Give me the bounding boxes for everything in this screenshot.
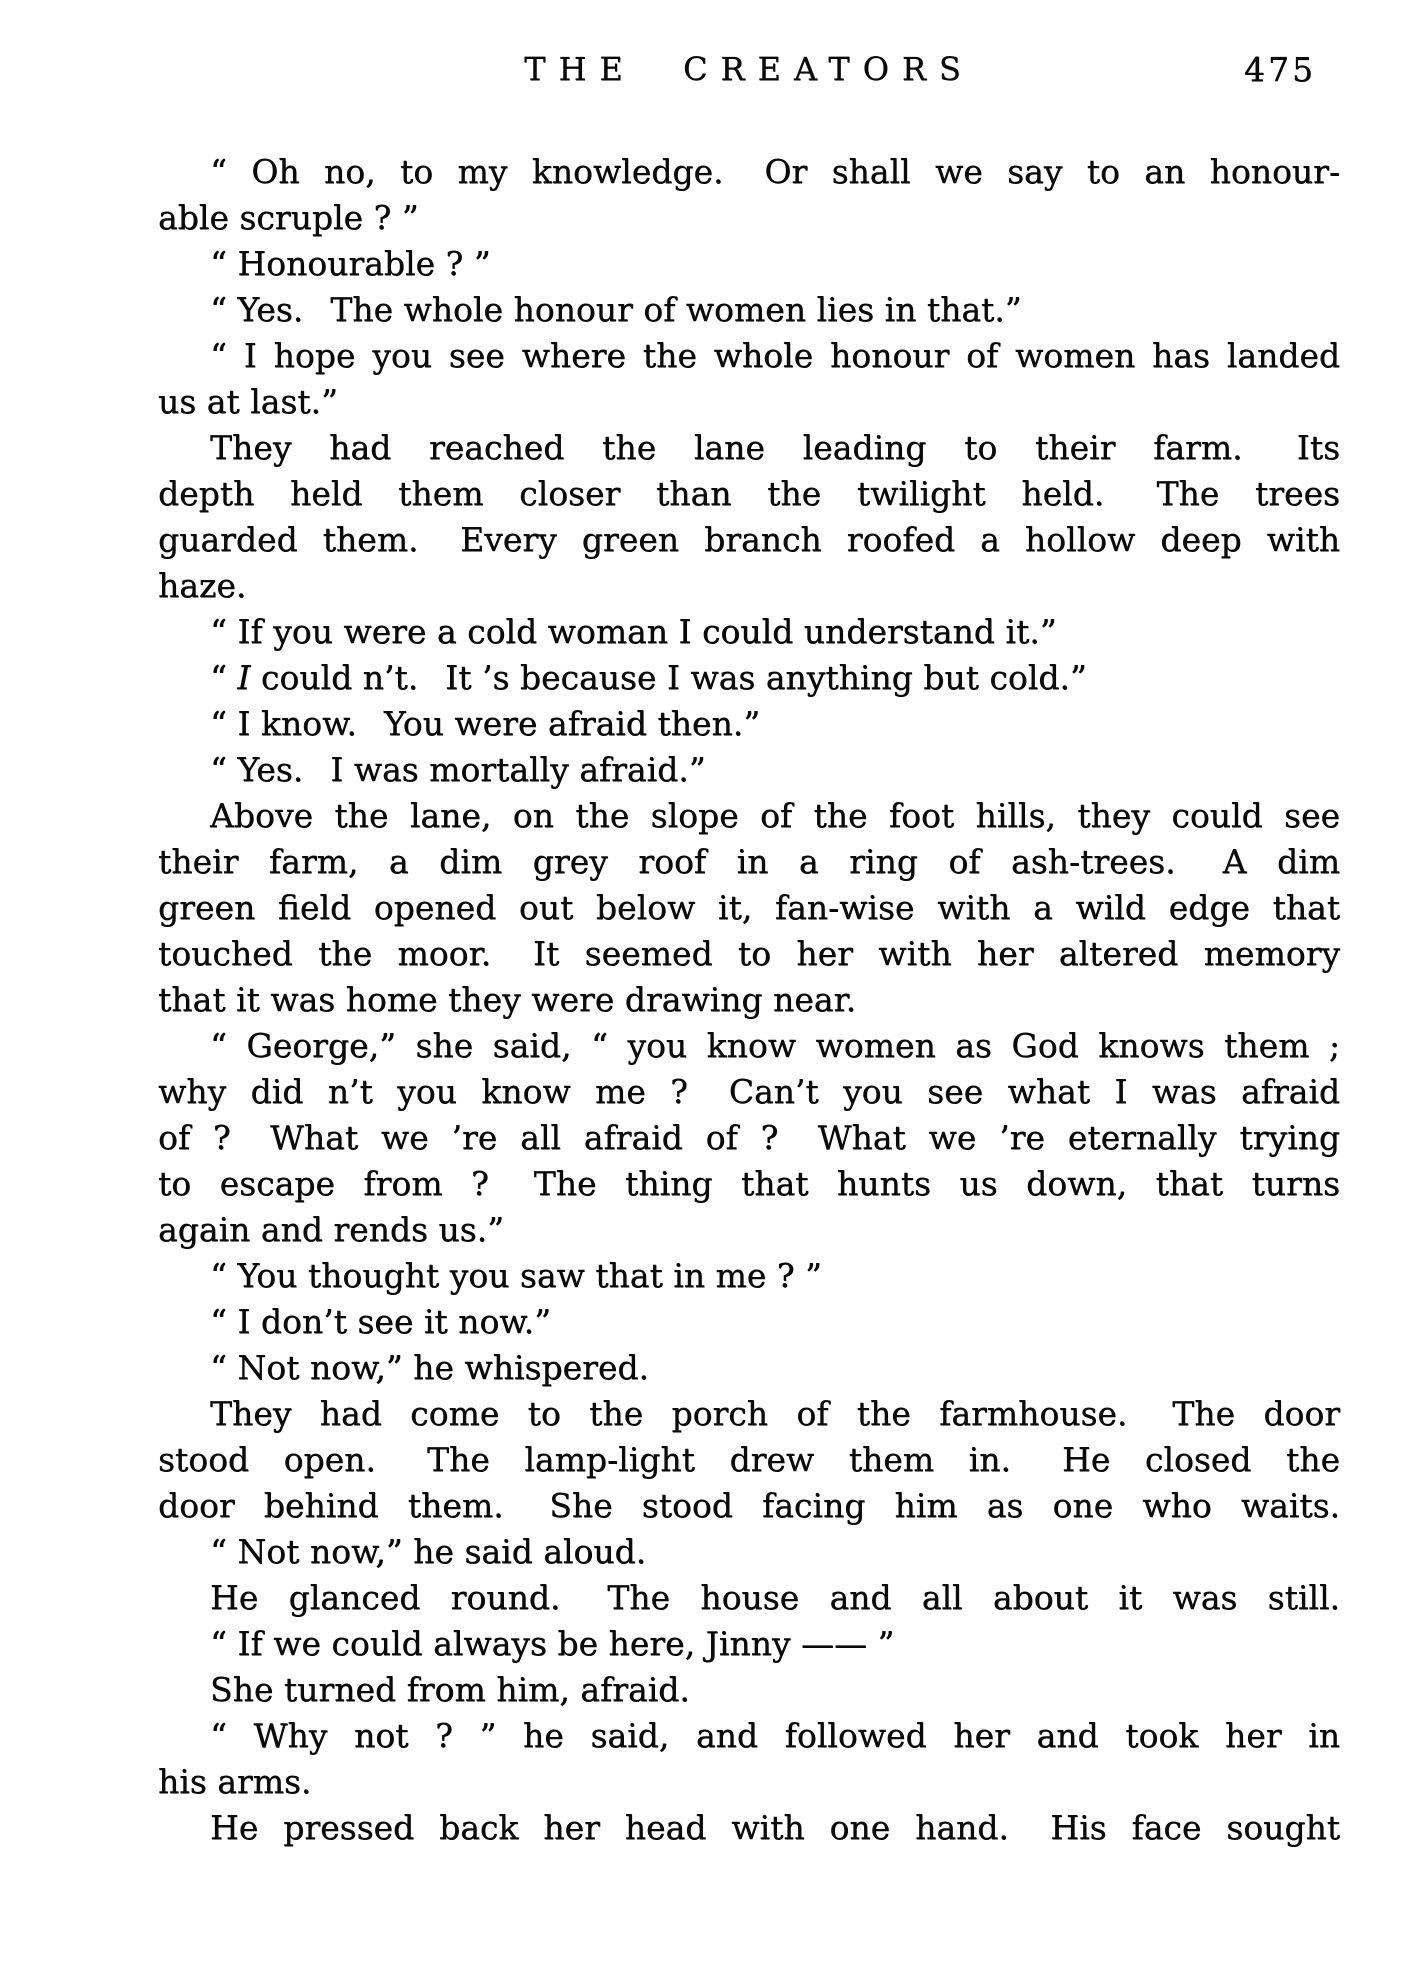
text-line xyxy=(158,1299,1340,1345)
text-segment: able scruple ? ” xyxy=(158,198,419,237)
text-segment: She turned from him, afraid. xyxy=(210,1670,690,1709)
text-segment: “ Not now,” he said aloud. xyxy=(210,1532,647,1571)
text-segment: why did n’t you know me ? Can’t you see what I was afraid xyxy=(158,1072,1340,1111)
text-line xyxy=(158,1713,1340,1759)
text-line xyxy=(158,609,1340,655)
text-segment: green field opened out below it, fan-wise with a wild edge that xyxy=(158,888,1340,927)
text-line xyxy=(158,379,1340,425)
text-segment: “ Yes. I was mortally afraid.” xyxy=(210,750,706,789)
text-segment: Above the lane, on the slope of the foot hills, they could see xyxy=(210,796,1340,835)
text-line xyxy=(158,1391,1340,1437)
text-segment: “ I don’t see it now.” xyxy=(210,1302,551,1341)
text-segment: “ George,” she said, “ you know women as God knows them ; xyxy=(210,1026,1340,1065)
text-line xyxy=(158,931,1340,977)
text-line xyxy=(158,1483,1340,1529)
text-segment: haze. xyxy=(158,566,247,605)
text-segment: “ I hope you see where the whole honour of women has landed xyxy=(210,336,1340,375)
text-segment-italic: I xyxy=(237,658,251,697)
text-segment: his arms. xyxy=(158,1762,312,1801)
text-line xyxy=(158,747,1340,793)
text-line xyxy=(158,241,1340,287)
text-segment: “ xyxy=(210,658,238,697)
text-segment: He pressed back her head with one hand. His face sought xyxy=(210,1808,1340,1847)
text-segment: “ If we could always be here, Jinny —— ” xyxy=(210,1624,895,1663)
text-line xyxy=(158,977,1340,1023)
text-line xyxy=(158,1437,1340,1483)
text-line xyxy=(158,1759,1340,1805)
text-segment: us at last.” xyxy=(158,382,338,421)
text-segment: “ Oh no, to my knowledge. Or shall we say to an honour- xyxy=(210,152,1340,191)
text-line xyxy=(158,1621,1340,1667)
running-title: THE CREATORS xyxy=(524,50,974,88)
text-line xyxy=(158,655,1340,701)
text-line xyxy=(158,1667,1340,1713)
text-segment: They had come to the porch of the farmhouse. The door xyxy=(210,1394,1340,1433)
text-segment: touched the moor. It seemed to her with her altered memory xyxy=(158,934,1340,973)
text-lines xyxy=(158,149,1340,1851)
text-line xyxy=(158,701,1340,747)
text-segment: door behind them. She stood facing him as one who waits. xyxy=(158,1486,1340,1525)
text-segment: “ Yes. The whole honour of women lies in that.” xyxy=(210,290,1022,329)
text-line xyxy=(158,1069,1340,1115)
page-header xyxy=(158,50,1340,98)
text-line xyxy=(158,1023,1340,1069)
text-line xyxy=(158,517,1340,563)
text-line xyxy=(158,885,1340,931)
text-line xyxy=(158,1115,1340,1161)
text-line xyxy=(158,149,1340,195)
text-segment: “ If you were a cold woman I could understand it.” xyxy=(210,612,1057,651)
text-segment: of ? What we ’re all afraid of ? What we ’re eternally trying xyxy=(158,1118,1340,1157)
text-segment: “ Not now,” he whispered. xyxy=(210,1348,649,1387)
text-line xyxy=(158,1345,1340,1391)
text-line xyxy=(158,1805,1340,1851)
text-segment: “ Honourable ? ” xyxy=(210,244,491,283)
text-line xyxy=(158,1529,1340,1575)
text-line xyxy=(158,1207,1340,1253)
text-segment: to escape from ? The thing that hunts us down, that turns xyxy=(158,1164,1340,1203)
text-segment: stood open. The lamp-light drew them in. He closed the xyxy=(158,1440,1340,1479)
text-line xyxy=(158,1253,1340,1299)
text-line xyxy=(158,287,1340,333)
text-line xyxy=(158,839,1340,885)
text-segment: could n’t. It ’s because I was anything but cold.” xyxy=(250,658,1087,697)
text-line xyxy=(158,471,1340,517)
page-number: 475 xyxy=(1244,50,1316,89)
text-line xyxy=(158,793,1340,839)
text-line xyxy=(158,425,1340,471)
text-line xyxy=(158,1161,1340,1207)
text-segment: “ Why not ? ” he said, and followed her and took her in xyxy=(210,1716,1340,1755)
text-line xyxy=(158,1575,1340,1621)
text-segment: He glanced round. The house and all about it was still. xyxy=(210,1578,1340,1617)
text-line xyxy=(158,563,1340,609)
text-line xyxy=(158,333,1340,379)
text-line xyxy=(158,195,1340,241)
text-segment: They had reached the lane leading to their farm. Its xyxy=(210,428,1340,467)
text-segment: “ You thought you saw that in me ? ” xyxy=(210,1256,822,1295)
text-segment: depth held them closer than the twilight held. The trees xyxy=(158,474,1340,513)
text-segment: again and rends us.” xyxy=(158,1210,504,1249)
text-segment: that it was home they were drawing near. xyxy=(158,980,857,1019)
text-segment: their farm, a dim grey roof in a ring of ash-trees. A dim xyxy=(158,842,1340,881)
text-segment: “ I know. You were afraid then.” xyxy=(210,704,761,743)
text-segment: guarded them. Every green branch roofed a hollow deep with xyxy=(158,520,1340,559)
